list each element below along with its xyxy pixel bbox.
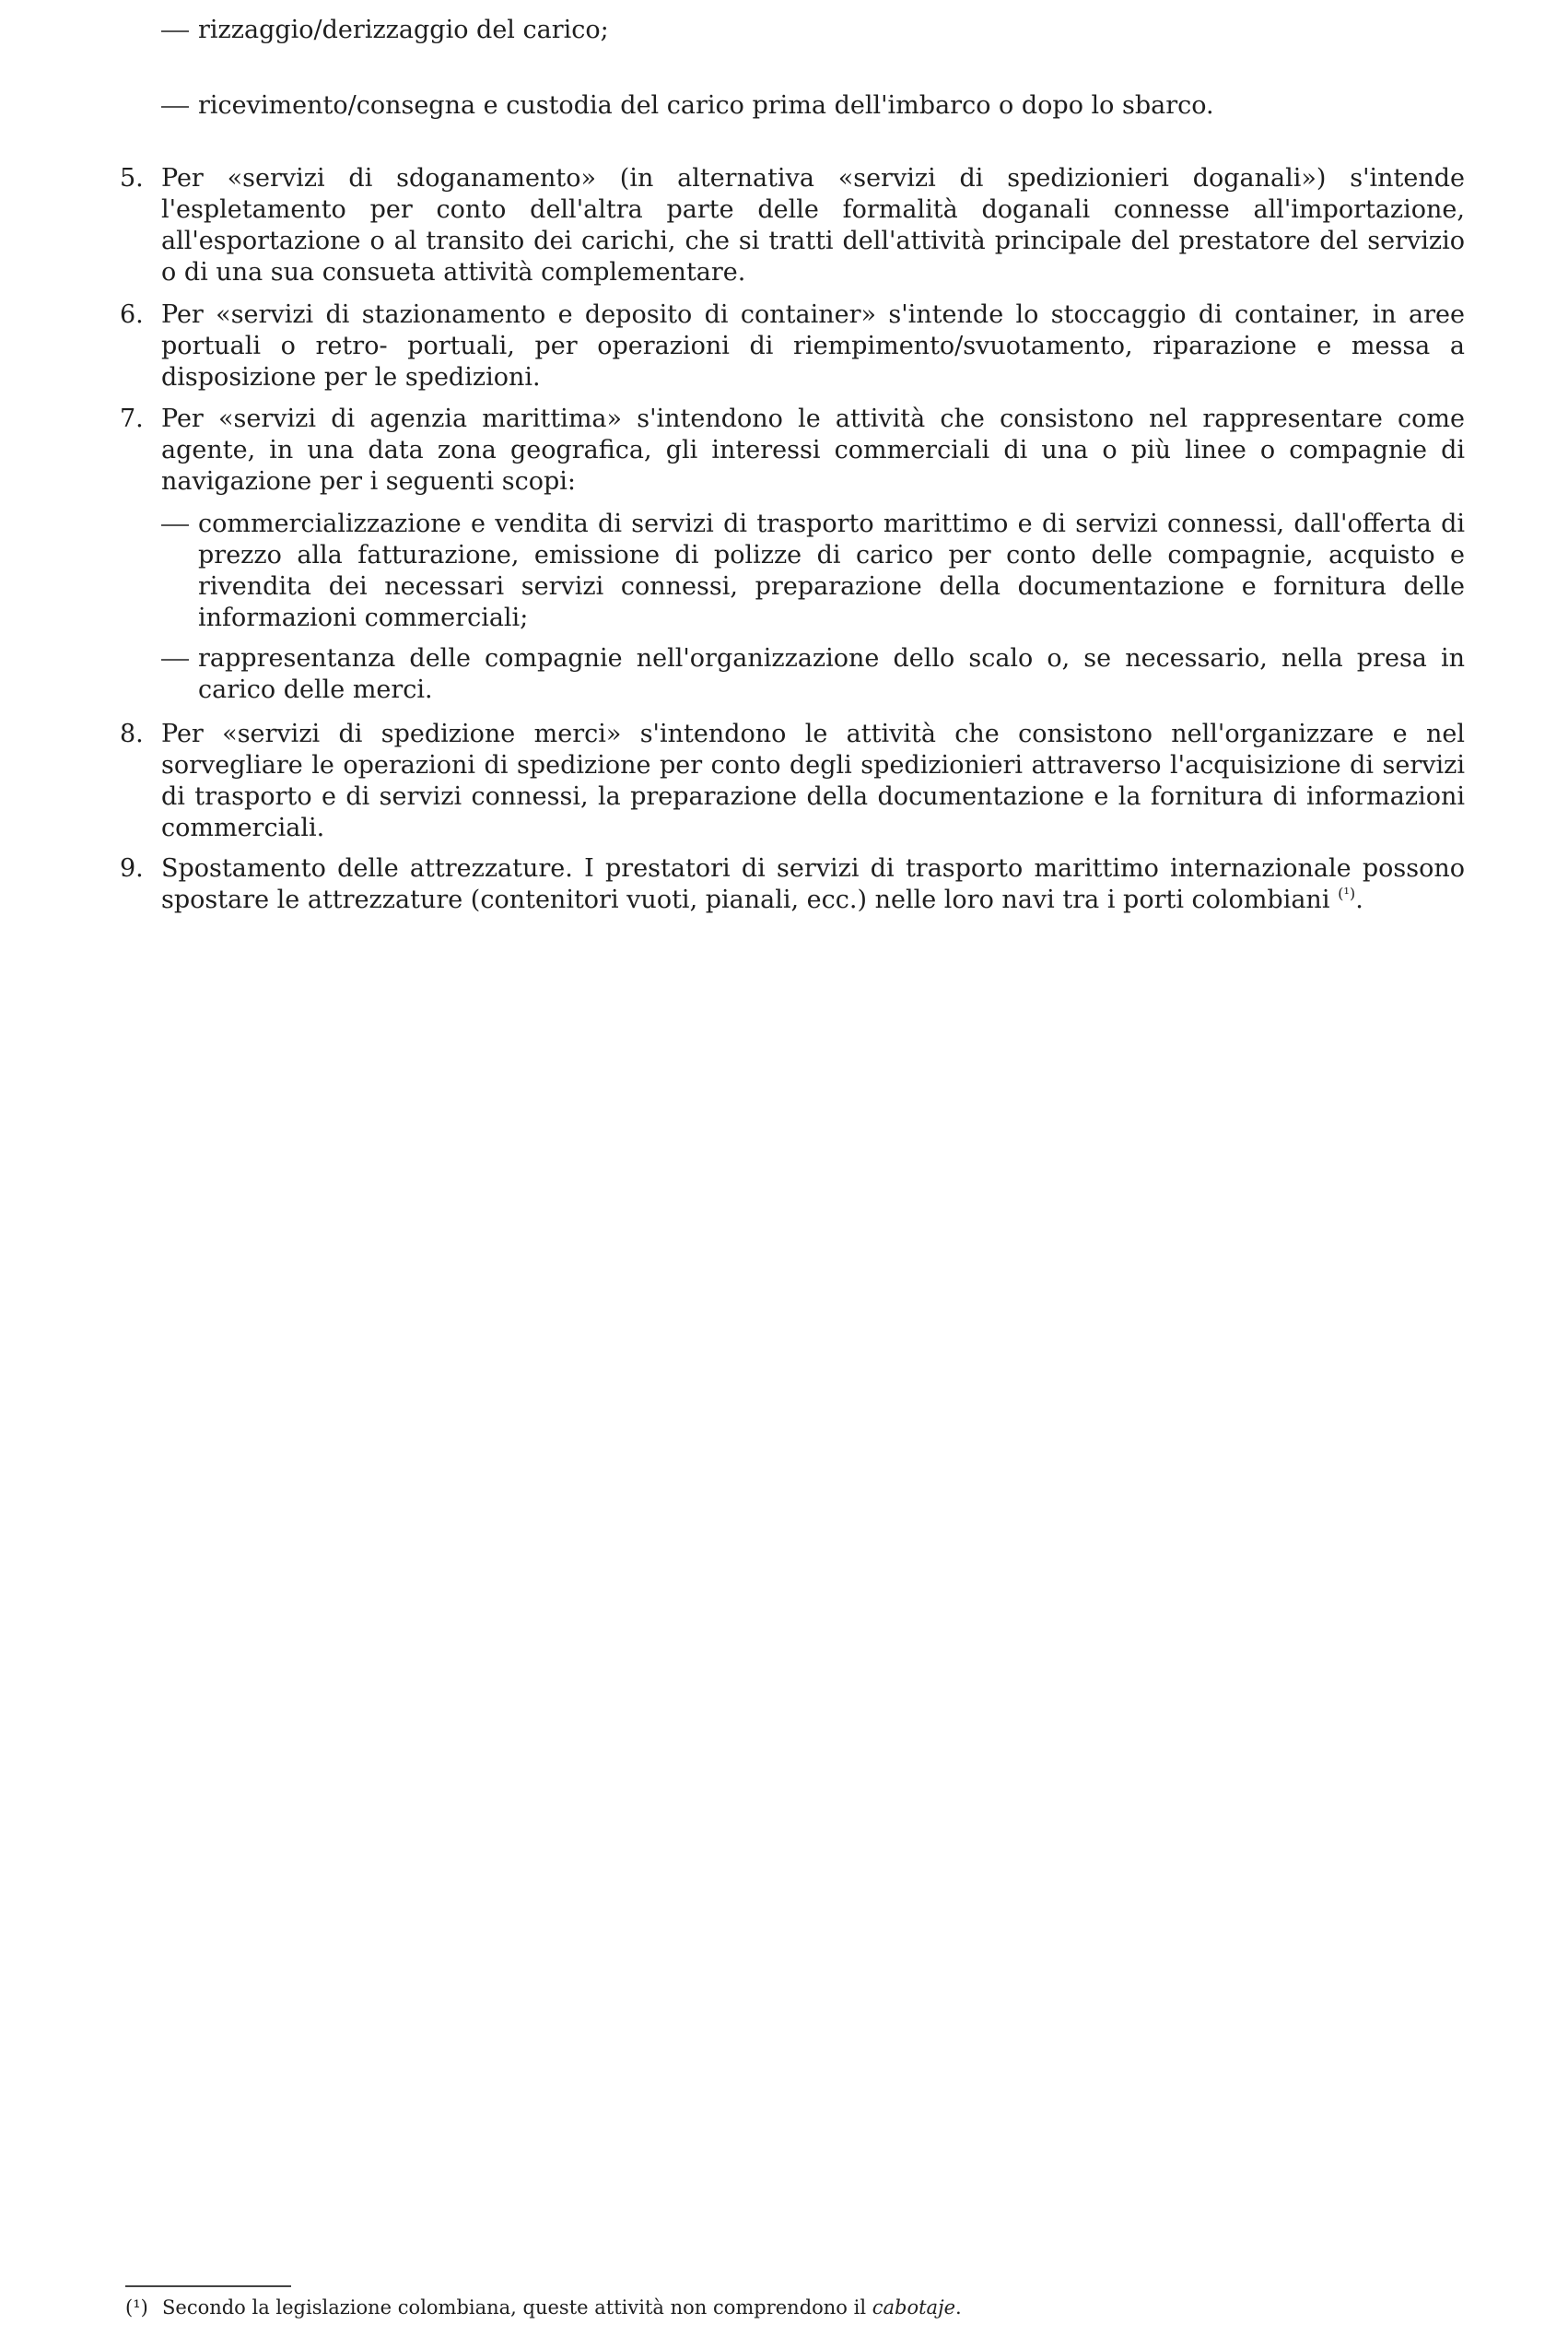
bullet-rappresentanza [161, 643, 1465, 706]
footnote-mark: (¹) [125, 2296, 148, 2319]
footnote-reference[interactable]: (¹) [1338, 885, 1356, 902]
item-number: 9. [120, 854, 144, 883]
bullet-text: ricevimento/consegna e custodia del carico prima dell'imbarco o dopo lo sbarco. [198, 91, 1214, 120]
item-9 [120, 853, 1465, 916]
item-9-tail: . [1355, 886, 1363, 914]
item-text [161, 853, 1465, 916]
item-9-body: Spostamento delle attrezzature. I prestatori di servizi di trasporto marittimo internazionale possono spostare le attrezzature (contenitori vuoti, pianali, ecc.) nelle loro navi tra i porti colombiani [161, 854, 1465, 914]
footnote-text: Secondo la legislazione colombiana, queste attività non comprendono il [162, 2296, 867, 2319]
dash-marker [161, 15, 198, 46]
dash-marker [161, 643, 198, 706]
dash-marker [161, 509, 198, 634]
item-text: Per «servizi di sdoganamento» (in alternativa «servizi di spedizionieri doganali») s'intende l'espletamento per conto dell'altra parte delle formalità doganali connesse all'importazione, all'esportazione o al transito dei carichi, che si tratti dell'attività principale del prestatore del servizio o di una sua consueta attività complementare. [161, 164, 1465, 287]
item-text: Per «servizi di spedizione merci» s'intendono le attività che consistono nell'organizzare e nel sorvegliare le operazioni di spedizione per conto degli spedizionieri attraverso l'acquisizione di servizi di trasporto e di servizi connessi, la preparazione della documentazione e la fornitura di informazioni commerciali. [161, 720, 1465, 842]
item-text: Per «servizi di stazionamento e deposito di container» s'intende lo stoccaggio di container, in aree portuali o retro- portuali, per operazioni di riempimento/svuotamento, riparazione e messa a disposizione per le spedizioni. [161, 300, 1465, 392]
footnote-tail: . [955, 2296, 962, 2319]
item-8 [120, 719, 1465, 844]
item-number: 6. [120, 300, 144, 329]
bullet-text: rizzaggio/derizzaggio del carico; [198, 16, 609, 44]
footnote-italic-term: cabotaje [872, 2296, 956, 2319]
bullet-commercializzazione [161, 509, 1465, 634]
item-number: 7. [120, 405, 144, 433]
item-number: 8. [120, 720, 144, 748]
item-5 [120, 163, 1465, 288]
footnote-divider [125, 2285, 291, 2287]
dash-marker [161, 90, 198, 122]
footnote [125, 2295, 1470, 2320]
bullet-ricevimento [161, 90, 1465, 122]
footnote-text-wrap [162, 2295, 962, 2320]
bullet-text: commercializzazione e vendita di servizi di trasporto marittimo e di servizi connessi, dall'offerta di prezzo alla fatturazione, emissione di polizze di carico per conto delle compagnie, acquisto e rivendita dei necessari servizi connessi, preparazione della documentazione e fornitura delle informazioni commerciali; [198, 510, 1465, 632]
item-number: 5. [120, 164, 144, 193]
item-7 [120, 404, 1465, 498]
bullet-rizzaggio [161, 15, 1465, 46]
bullet-text: rappresentanza delle compagnie nell'organizzazione dello scalo o, se necessario, nella presa in carico delle merci. [198, 644, 1465, 704]
item-text: Per «servizi di agenzia marittima» s'intendono le attività che consistono nel rappresentare come agente, in una data zona geografica, gli interessi commerciali di una o più linee o compagnie di navigazione per i seguenti scopi: [161, 405, 1465, 496]
item-6 [120, 299, 1465, 393]
